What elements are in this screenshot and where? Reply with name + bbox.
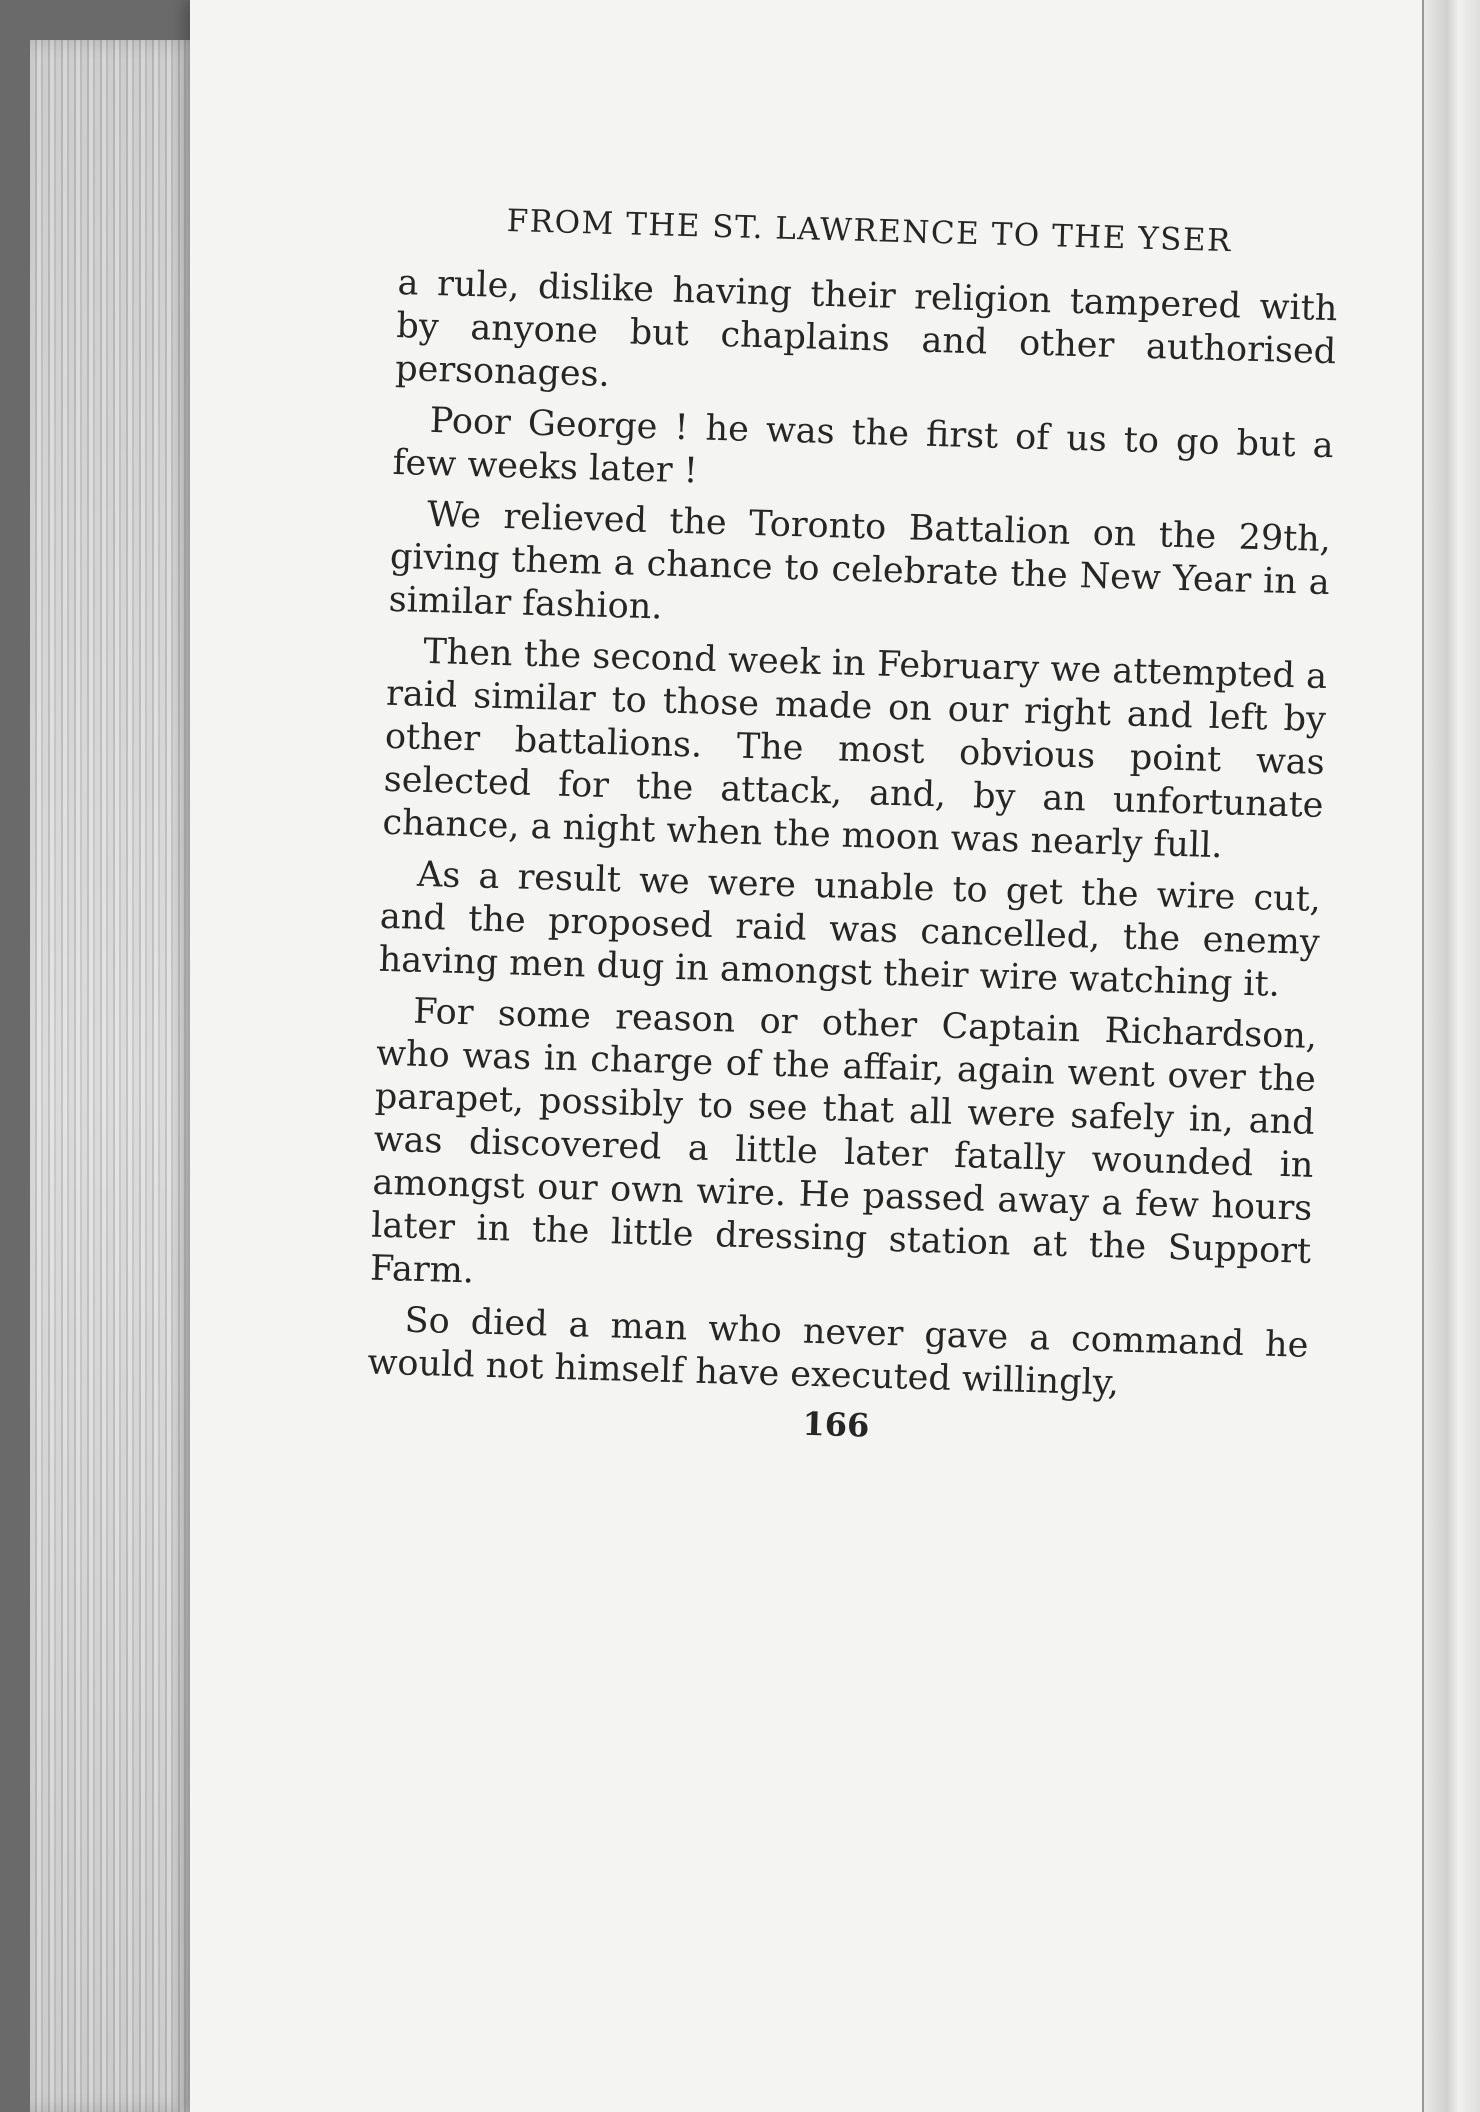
page-text-block (366, 200, 1340, 1457)
paragraph: Then the second week in February we attempted a raid similar to those made on our right and left by other battalions. The most obvious point was selected for the attack, and, by an unfortunate chance, a night when the moon was nearly full. (382, 631, 1328, 867)
page-number: 166 (802, 1404, 870, 1445)
paragraph: We relieved the Toronto Battalion on the 29th, giving them a chance to celebrate the New Year in a similar fashion. (388, 494, 1332, 628)
book-page-edges (30, 40, 200, 2112)
facing-page-edge (1422, 0, 1480, 2112)
paragraph: For some reason or other Captain Richardson, who was in charge of the affair, again went over the parapet, possibly to see that all were safely in, and was discovered a little later fatally wounded in amongst our own wire. He passed away a few hours later in the little dressing station at the Support Farm. (369, 991, 1318, 1292)
running-head: FROM THE ST. LAWRENCE TO THE YSER (506, 202, 1233, 260)
paragraph: As a result we were unable to get the wire cut, and the proposed raid was cancelled, the enemy having men dug in amongst their wire watching it. (378, 854, 1322, 1005)
paragraph: a rule, dislike having their religion tampered with by anyone but chaplains and other authorised personages. (394, 262, 1338, 395)
paragraph: Poor George ! he was the first of us to go but a few weeks later ! (392, 400, 1335, 492)
paragraph: So died a man who never gave a command he would not himself have executed willingly, (366, 1300, 1309, 1404)
